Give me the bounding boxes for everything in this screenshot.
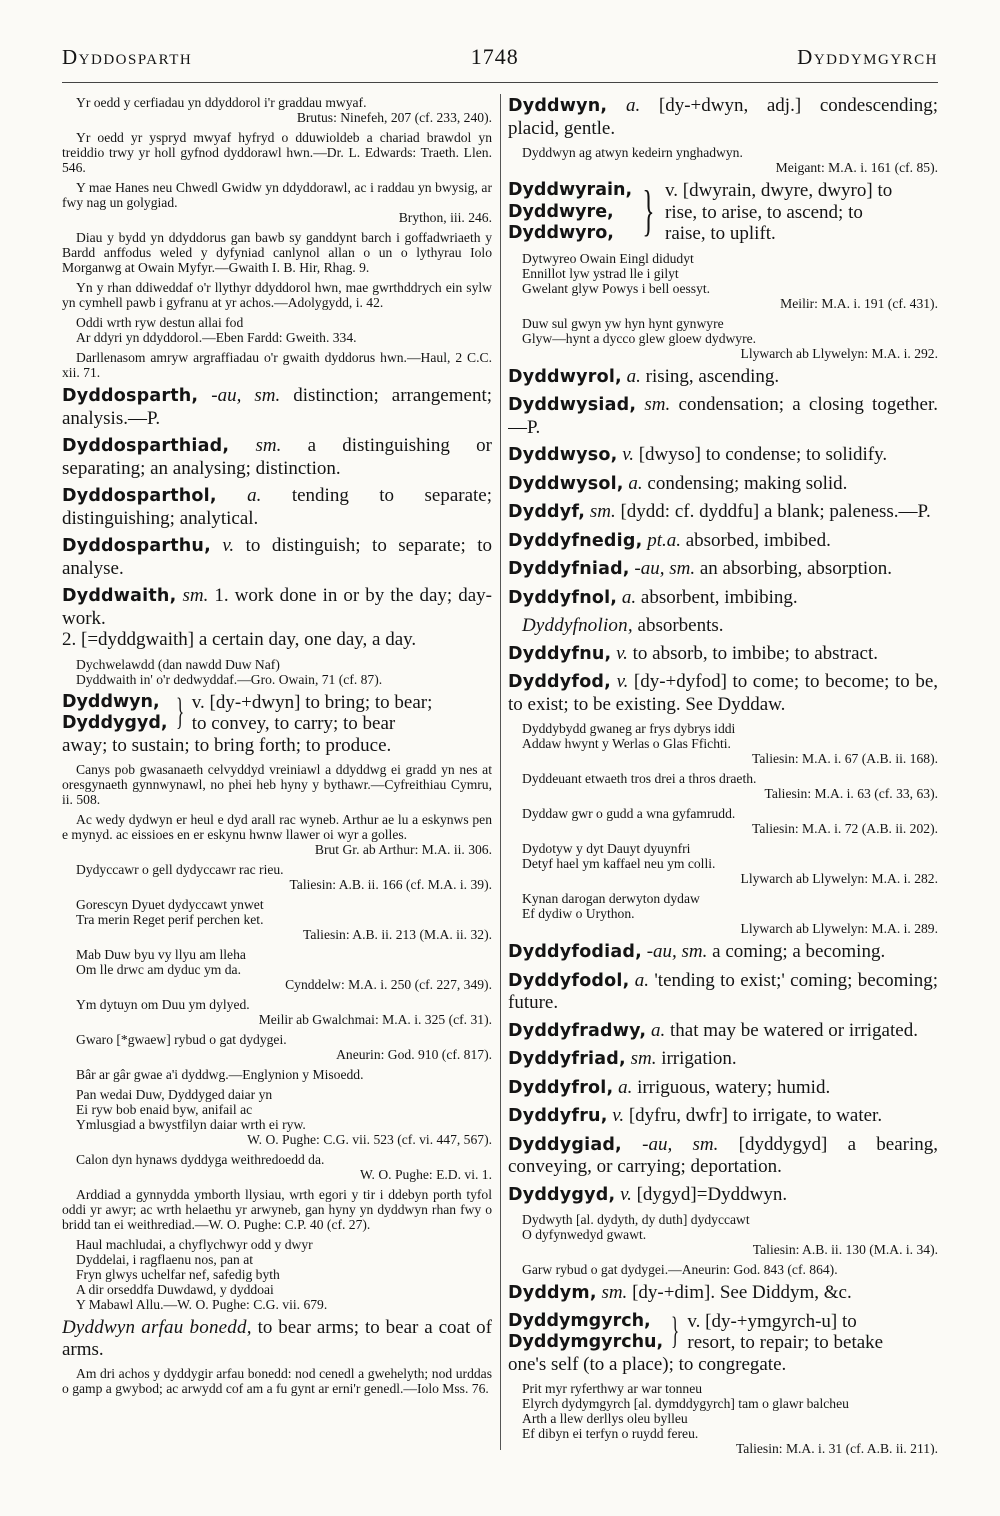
headword: Dyddosparthiad, [62,436,230,456]
header-left-guide-word: Dyddosparth [62,45,193,69]
quotation: Y mae Hanes neu Chwedl Gwidw yn ddyddorawl, ac i raddau yn bwysig, ar fwy nag un golygiad. Brython, iii. 246. [62,180,492,225]
verse-quotation: Gwaro [*gwaew] rybud o gat dydygei. Aneurin: God. 910 (cf. 817). [76,1032,492,1062]
dictionary-entry: Dyddyfod, v. [dy-+dyfod] to come; to become; to be, to exist; to be existing. See Dyddaw. [508,671,938,715]
headword: Dyddymgyrch, [508,1310,651,1331]
verse-quotation: Dyddwyn ag atwyn kedeirn ynghadwyn. Meigant: M.A. i. 161 (cf. 85). [522,145,938,175]
headword: Dyddwysiad, [508,395,637,415]
headword: Dyddyfru, [508,1106,608,1126]
verse-quotation: Gorescyn Dyuet dydyccawt ynwet Tra merin Reget perif perchen ket. Taliesin: A.B. ii. 213 (M.A. ii. 32). [76,897,492,942]
dictionary-entry: Dyddyfnu, v. to absorb, to imbibe; to abstract. [508,642,879,664]
headword: Dyddygyd, [62,713,168,733]
dictionary-entry: Dyddyfrol, a. irriguous, watery; humid. [508,1076,831,1098]
dictionary-entry: Dyddyfnolion, absorbents. [522,615,724,636]
verse-quotation: Pan wedai Duw, Dyddyged daiar yn Ei ryw bob enaid byw, anifail ac Ymlusgiad a bwystfilyn daiar wrth ei ryw. W. O. Pughe: C.G. vii. 523 (cf. vi. 447, 567). [76,1087,492,1147]
headword: Dyddwyn, [508,96,608,116]
dictionary-entry: Dyddyfradwy, a. that may be watered or irrigated. [508,1019,918,1041]
headword: Dyddwyrain, [508,180,633,200]
dictionary-entry: Dyddyfodol, a. 'tending to exist;' coming; becoming; future. [508,969,938,1013]
verse-quotation: Calon dyn hynaws dyddyga weithredoedd da. W. O. Pughe: E.D. vi. 1. [76,1152,492,1182]
headword: Dyddwyn, [62,691,160,712]
dictionary-entry: Dyddwysol, a. condensing; making solid. [508,472,848,494]
dictionary-entry: Dyddwyn, a. [dy-+dwyn, adj.] condescending; placid, gentle. [508,95,938,139]
headword: Dyddosparth, [62,386,199,406]
dictionary-entry: Dyddyfriad, sm. irrigation. [508,1048,737,1069]
verse-quotation: Dyddybydd gwaneg ar frys dybrys iddi Addaw hwynt y Werlas o Glas Ffichti. Taliesin: M.A. i. 67 (A.B. ii. 168). [522,721,938,766]
headword: Dyddyfrol, [508,1077,614,1098]
dictionary-entry: Dyddyfru, v. [dyfru, dwfr] to irrigate, to water. [508,1105,883,1126]
verse-quotation: Dydwyth [al. dydyth, dy duth] dydyccawt O dyfynwedyd gwawt. Taliesin: A.B. ii. 130 (M.A. i. 34). [522,1212,938,1257]
quotation: Darllenasom amryw argraffiadau o'r gwaith dyddorus hwn.—Haul, 2 C.C. xii. 71. [62,350,492,380]
dictionary-entry: Dyddosparthol, a. tending to separate; distinguishing; analytical. [62,485,492,529]
headword: Dyddym, [508,1283,597,1303]
dictionary-entry-group: Dyddwyrain, Dyddwyre, Dyddwyro, } v. [dwyrain, dwyre, dwyro] to rise, to arise, to ascend; to raise, to uplift. [508,180,893,244]
verse-quotation: Prit myr ryferthwy ar war tonneu Elyrch dydymgyrch [al. dymddygyrch] tam o glawr balcheu Arth a llew derllys oleu bylleu Ef dibyn ei terfyn o ruydd fereu. Taliesin: M.A. i. 31 (cf. A.B. ii. 211). [522,1381,938,1455]
quotation: Ac wedy dydwyn er heul e dyd arall rac wyneb. Arthur ae lu a eskynws pen e mynyd. ac eissioes en er eskynu hwnw llawer oi wyr a golles. Brut Gr. ab Arthur: M.A. ii. 306. [62,812,492,857]
headword: Dyddyfodol, [508,970,630,991]
headword: Dyddwyro, [508,223,614,243]
headword: Dyddyfod, [508,672,612,692]
header-right-guide-word: Dyddymgyrch [797,45,938,69]
headword: Dyddygiad, [508,1134,622,1155]
quotation: Canys pob gwasanaeth celvyddyd vreiniawl a ddyddwg ei gradd yn nes at oresgynaeth gynnwynawl, no phei heb hyny y bythawr.—Cyfreithiau Cymru, ii. 508. [62,762,492,807]
dictionary-entry: Dyddyf, sm. [dydd: cf. dyddfu] a blank; paleness.—P. [508,501,931,522]
headword: Dyddyfodiad, [508,942,642,962]
headword: Dyddosparthu, [62,536,211,556]
verse-quotation: Haul machludai, a chyflychwyr odd y dwyr Dyddelai, i ragflaenu nos, pan at Fryn glwys uchelfar nef, safedig byth A dir orseddfa Duwdawd, y dyddoai Y Mabawl Allu.—W. O. Pughe: C.G. vii. 679. [76,1237,328,1312]
brace: } [671,1309,680,1352]
verse-quotation: Dyddaw gwr o gudd a wna gyfamrudd. Taliesin: M.A. i. 72 (A.B. ii. 202). [522,806,938,836]
verse-quotation: Bâr ar gâr gwae a'i dyddwg.—Englynion y Misoedd. [76,1067,364,1082]
quotation: Yn y rhan ddiweddaf o'r llythyr ddyddorol hwn, mae gwrthddrych ein sylw yn cymhell pawb i gyfranu at yr achos.—Adolygydd, i. 42. [62,280,492,310]
dictionary-entry: Dyddwyn arfau bonedd, to bear arms; to bear a coat of arms. [62,1317,492,1360]
verse-quotation: Oddi wrth ryw destun allai fod Ar ddyri yn ddyddorol.—Eben Fardd: Gweith. 334. [76,315,357,345]
running-header [62,44,938,74]
brace: } [175,690,184,733]
dictionary-entry: Dyddyfodiad, -au, sm. a coming; a becoming. [508,941,886,962]
headword: Dyddyfriad, [508,1049,626,1069]
dictionary-entry: Dyddym, sm. [dy-+dim]. See Diddym, &c. [508,1282,852,1303]
quotation: Am dri achos y dyddygir arfau bonedd: nod cenedl a gwehelyth; nod urddas o gamp a gwybod; ac arwydd cof am a fu gynt ar erni'r genedl.—Iolo Mss. 76. [62,1366,492,1396]
verse-quotation: Dytwyreo Owain Eingl didudyt Ennillot lyw ystrad lle i gilyt Gwelant glyw Powys i bell oessyt. Meilir: M.A. i. 191 (cf. 431). [522,250,938,311]
dictionary-entry: Dyddygiad, -au, sm. [dyddygyd] a bearing, conveying, or carrying; deportation. [508,1133,938,1177]
quotation: Yr oedd yr yspryd mwyaf hyfryd o dduwioldeb a chariad brawdol yn treiddio trwy yr holl gyfnod dyddorawl hwn.—Dr. L. Edwards: Traeth. Llen. 546. [62,130,492,175]
dictionary-entry: Dyddyfnol, a. absorbent, imbibing. [508,586,798,608]
headword: Dyddyfnol, [508,587,618,608]
headword: Dyddosparthol, [62,486,217,506]
headword: Dyddwyrol, [508,366,622,387]
dictionary-entry: Dyddyfnedig, pt.a. absorbed, imbibed. [508,529,831,551]
headword: Dyddyfniad, [508,559,630,579]
verse-quotation: Dychwelawdd (dan nawdd Duw Naf) Dyddwaith in' o'r dedwyddaf.—Gro. Owain, 71 (cf. 87). [76,656,383,687]
verse-quotation: Dyddeuant etwaeth tros drei a thros draeth. Taliesin: M.A. i. 63 (cf. 33, 63). [522,771,938,801]
page-number: 1748 [470,44,519,69]
headword: Dyddwyn arfau bonedd, [62,1317,252,1338]
dictionary-entry: Dyddyfniad, -au, sm. an absorbing, absorption. [508,558,892,579]
column-divider [500,94,501,1450]
brace: } [642,180,655,242]
headword: Dyddwysol, [508,473,624,494]
dictionary-entry: Dyddwysiad, sm. condensation; a closing together.—P. [508,394,938,438]
dictionary-entry-pair: Dyddwyn, Dyddygyd, } v. [dy-+dwyn] to bring; to bear; to convey, to carry; to bear [62,690,433,734]
verse-quotation: Kynan darogan derwyton dydaw Ef dydiw o Urython. Llywarch ab Llywelyn: M.A. i. 289. [522,891,938,936]
header-rule [62,82,938,83]
dictionary-entry-pair: Dyddymgyrch, Dyddymgyrchu, } v. [dy-+ymgyrch-u] to resort, to repair; to betake [508,1309,884,1353]
dictionary-entry: Dyddosparthu, v. to distinguish; to separate; to analyse. [62,535,492,579]
dictionary-entry: Dyddosparth, -au, sm. distinction; arrangement; analysis.—P. [62,385,492,429]
quotation: Arddiad a gynnydda ymborth llysiau, wrth egori y tir i ddebyn porth tyfol oddi yr awyr; ac wrth helaethu yr arwyneb, gan hyny yn dyddwyn rhan fwy o bridd tan ei weithrediad.—W. O. Pughe: C.P. 40 (cf. 27). [62,1187,492,1232]
dictionary-entry: Dyddwyrol, a. rising, ascending. [508,365,780,387]
headword: Dyddyf, [508,502,586,522]
verse-quotation: Ym dytuyn om Duu ym dylyed. Meilir ab Gwalchmai: M.A. i. 325 (cf. 31). [76,997,492,1027]
dictionary-entry: Dyddwaith, sm. 1. work done in or by the day; day-work. [62,585,492,629]
verse-quotation: Duw sul gwyn yw hyn hynt gynwyre Glyw—hynt a dycco glew gloew dydwyre. Llywarch ab Llywelyn: M.A. i. 292. [522,315,938,361]
headword: Dyddwyre, [508,201,614,222]
headword: Dyddyfnu, [508,643,612,664]
headword: Dyddwaith, [62,586,177,606]
entry-sense: 2. [=dyddgwaith] a certain day, one day, a day. [62,629,417,650]
dictionary-entry: Dyddygyd, v. [dygyd]=Dyddwyn. [508,1183,788,1205]
quotation: Diau y bydd yn ddyddorus gan bawb sy ganddynt barch i goffadwriaeth y Bardd anffodus weled y dyfyniad canlynol allan o un o lythyrau Iolo Morganwg at Owain Myfyr.—Gwaith I. B. Hir, Rhag. 9. [62,230,492,275]
entry-continuation: one's self (to a place); to congregate. [508,1353,787,1375]
headword: Dyddygyd, [508,1184,616,1205]
headword: Dyddyfnedig, [508,530,643,551]
verse-quotation: Dydyccawr o gell dydyccawr rac rieu. Taliesin: A.B. ii. 166 (cf. M.A. i. 39). [76,862,492,892]
quotation: Yr oedd y cerfiadau yn ddyddorol i'r graddau mwyaf. Brutus: Ninefeh, 207 (cf. 233, 240). [76,95,492,125]
headword: Dyddyfnolion, [522,615,633,636]
dictionary-entry: Dyddosparthiad, sm. a distinguishing or separating; an analysing; distinction. [62,435,492,479]
headword: Dyddwyso, [508,445,618,465]
left-column [62,95,492,1455]
headword: Dyddyfradwy, [508,1020,647,1041]
right-column [508,95,938,1455]
verse-quotation: Dydotyw y dyt Dauyt dyuynfri Detyf hael ym kaffael neu ym colli. Llywarch ab Llywelyn: M.A. i. 282. [522,841,938,886]
entry-continuation: away; to sustain; to bring forth; to produce. [62,734,392,756]
dictionary-entry: Dyddwyso, v. [dwyso] to condense; to solidify. [508,444,888,465]
verse-quotation: Garw rybud o gat dydygei.—Aneurin: God. 843 (cf. 864). [522,1262,838,1277]
verse-quotation: Mab Duw byu vy llyu am lleha Om lle drwc am dyduc ym da. Cynddelw: M.A. i. 250 (cf. 227, 349). [76,947,492,992]
headword: Dyddymgyrchu, [508,1332,664,1352]
